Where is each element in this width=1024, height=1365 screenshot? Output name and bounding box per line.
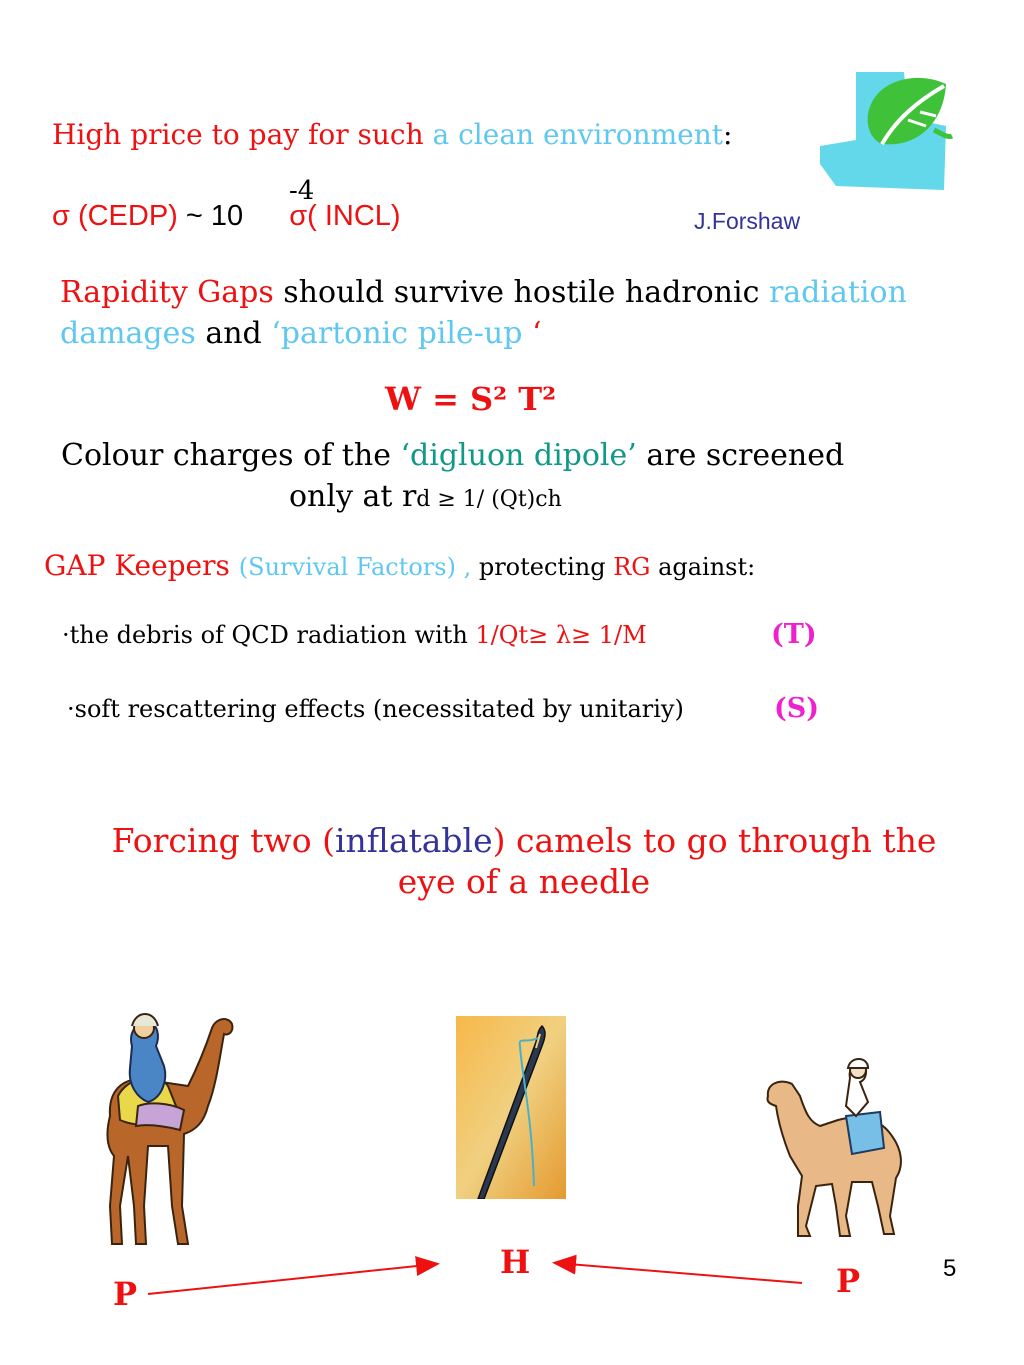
clean-environment-text: a clean environment xyxy=(423,118,724,151)
quote-mark: ‘ xyxy=(531,316,542,351)
gap-keepers-line xyxy=(44,549,755,582)
colour-text-1: Colour charges of the xyxy=(61,438,401,473)
needle-icon xyxy=(456,1016,566,1199)
rg-text: RG xyxy=(613,553,651,581)
r-symbol: r xyxy=(401,479,417,514)
inflatable-text: inflatable xyxy=(335,821,493,860)
radiation-damages-text: radiation damages xyxy=(60,275,907,351)
bullet-item-debris xyxy=(62,621,647,649)
sigma-incl: σ( INCL) xyxy=(289,200,401,232)
forcing-text-1: Forcing two ( xyxy=(111,821,335,860)
label-h: H xyxy=(500,1243,531,1281)
condition-text: d ≥ 1/ (Qt)ch xyxy=(416,487,562,512)
survival-factors-text: (Survival Factors) , xyxy=(238,553,479,581)
label-p-left: P xyxy=(113,1275,138,1313)
camel-with-rider-right-icon xyxy=(760,1056,910,1246)
leaf-logo-icon xyxy=(816,68,956,193)
bullet-item-rescattering xyxy=(67,695,684,723)
colour-text-3: are screened xyxy=(636,438,845,473)
cost-text: High price to pay for such xyxy=(52,118,424,151)
protecting-text: protecting xyxy=(478,553,614,581)
cross-section-formula xyxy=(52,176,401,233)
pileup-text: ‘partonic pile-up xyxy=(271,316,532,351)
arrow-right-to-h xyxy=(556,1263,802,1283)
rapidity-paragraph xyxy=(60,272,960,354)
tag-s: (S) xyxy=(774,693,820,724)
bullet-highlight: 1/Qt≥ λ≥ 1/M xyxy=(475,621,647,649)
tag-t: (T) xyxy=(771,619,817,650)
page-number: 5 xyxy=(943,1255,957,1282)
bullet-text: soft rescattering effects (necessitated by unitariy) xyxy=(74,695,684,723)
exponent: -4 xyxy=(289,176,315,206)
digluon-dipole-text: ‘digluon dipole’ xyxy=(400,438,637,473)
colour-line xyxy=(61,438,844,473)
forcing-text-3: ) camels to go through the eye of a needle xyxy=(397,821,937,901)
forcing-camels-caption xyxy=(84,820,964,902)
and-text: and xyxy=(195,316,272,351)
cost-line xyxy=(52,118,732,151)
bullet-text: the debris of QCD radiation with xyxy=(69,621,476,649)
gap-keepers-text: GAP Keepers xyxy=(44,549,239,582)
w-equation: W = S² T² xyxy=(385,380,557,418)
camel-with-rider-left-icon xyxy=(88,1006,238,1251)
attribution: J.Forshaw xyxy=(694,208,801,234)
sigma-cedp: σ (CEDP) xyxy=(52,200,178,232)
rapidity-text-2: should survive hostile hadronic xyxy=(273,275,769,310)
arrow-left-to-h xyxy=(148,1264,436,1294)
only-at-line xyxy=(289,479,562,514)
colon: : xyxy=(723,118,733,151)
bullet-dot: · xyxy=(62,621,70,649)
rapidity-gaps-text: Rapidity Gaps xyxy=(60,275,274,310)
tilde-ten: ~ 10 xyxy=(177,200,244,232)
against-text: against: xyxy=(650,553,756,581)
bullet-dot: · xyxy=(67,695,75,723)
label-p-right: P xyxy=(836,1262,861,1300)
only-at-text: only at xyxy=(289,479,402,514)
